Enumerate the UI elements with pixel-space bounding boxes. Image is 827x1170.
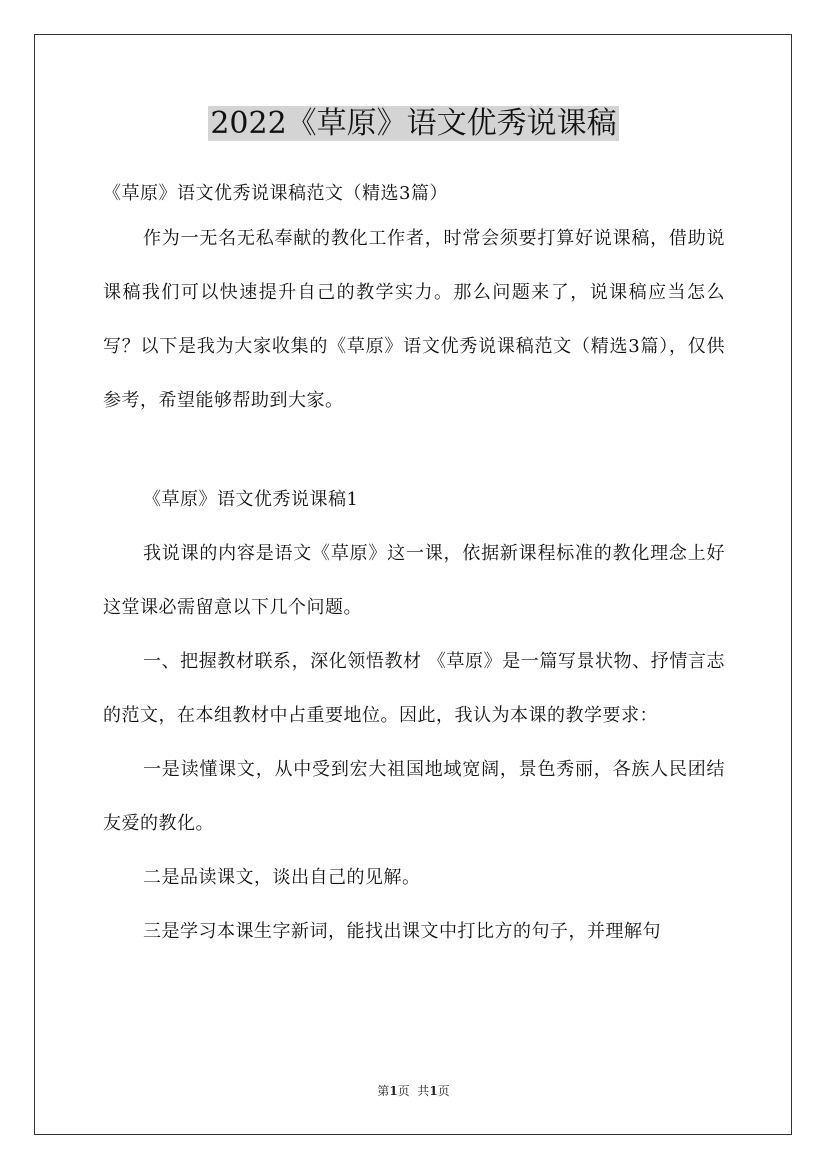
footer-page-mid: 页 共 [397,1084,430,1098]
document-title-text: 2022《草原》语文优秀说课稿 [210,106,617,141]
footer-page-prefix: 第 [377,1084,390,1098]
body-paragraph: 一、把握教材联系，深化领悟教材 《草原》是一篇写景状物、抒情言志的范文，在本组教材中占重要地位。因此，我认为本课的教学要求： [103,651,725,726]
body-paragraph: 二是品读课文，谈出自己的见解。 [143,867,421,888]
footer-page-suffix: 页 [437,1084,450,1098]
document-body [103,176,725,959]
body-paragraph: 一是读懂课文，从中受到宏大祖国地域宽阔，景色秀丽，各族人民团结友爱的教化。 [103,759,725,834]
footer-page-number: 1 [389,1084,398,1098]
body-paragraph: 三是学习本课生字新词，能找出课文中打比方的句子，并理解句 [143,921,661,942]
page-footer [0,1083,827,1099]
footer-page-total: 1 [429,1084,438,1098]
document-title [0,104,827,144]
subtitle: 《草原》语文优秀说课稿范文（精选3篇） [103,183,448,204]
body-paragraph: 我说课的内容是语文《草原》这一课，依据新课程标准的教化理念上好这堂课必需留意以下几个问题。 [103,543,725,618]
intro-paragraph: 作为一无名无私奉献的教化工作者，时常会须要打算好说课稿，借助说课稿我们可以快速提升自己的教学实力。那么问题来了，说课稿应当怎么写？以下是我为大家收集的《草原》语文优秀说课稿范文（精选3篇），仅供参考，希望能够帮助到大家。 [103,228,725,411]
section-title: 《草原》语文优秀说课稿1 [143,489,359,510]
